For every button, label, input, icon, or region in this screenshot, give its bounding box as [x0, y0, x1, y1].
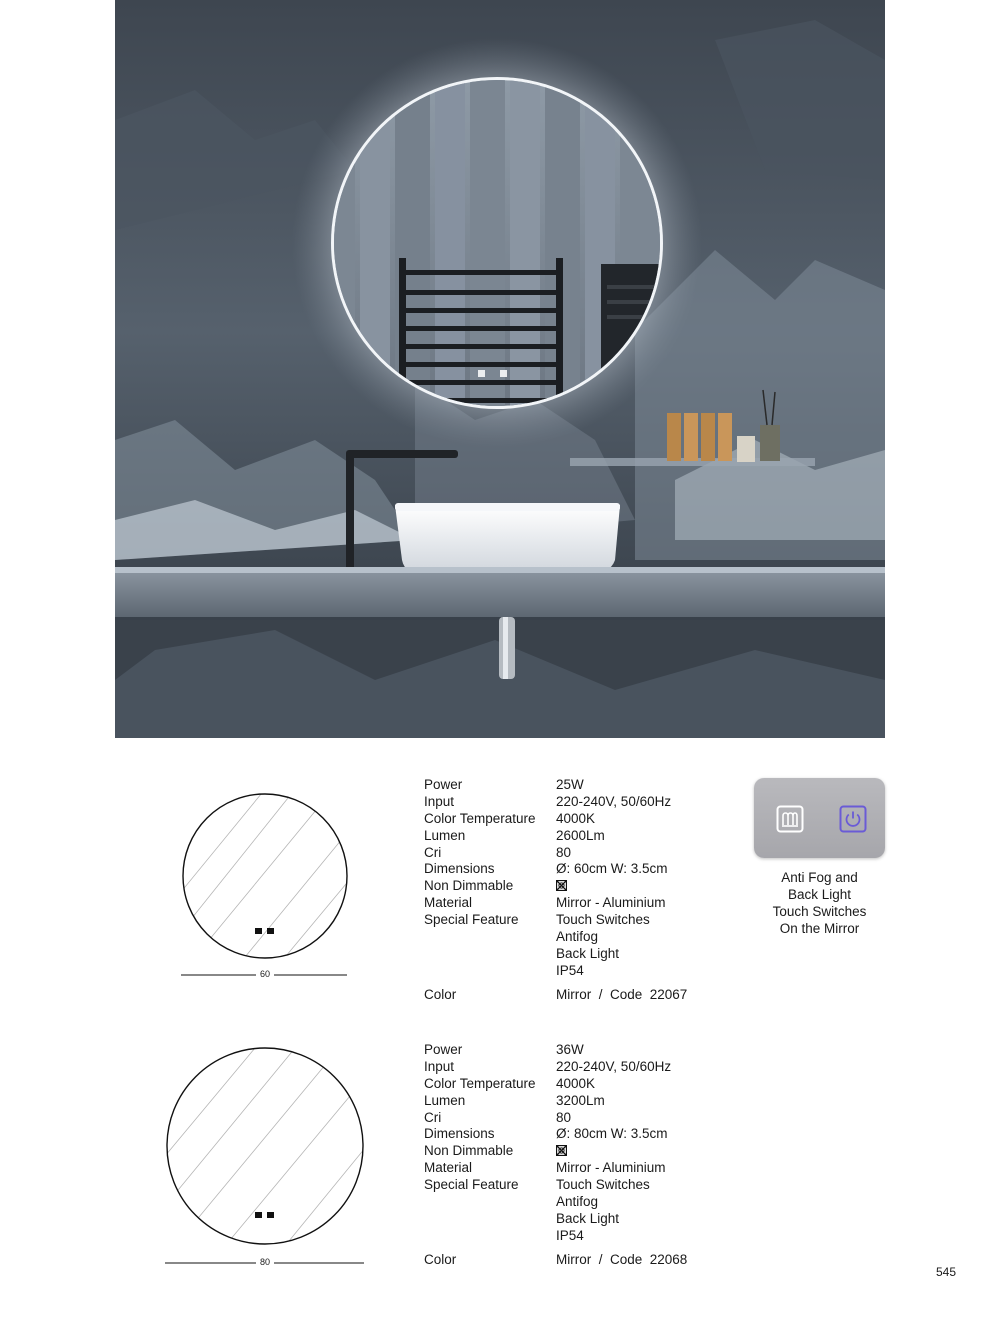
dimension-label-60: 60 — [259, 969, 270, 979]
caption-line: Touch Switches — [772, 904, 867, 919]
power-icon — [839, 805, 867, 833]
hero-photo — [115, 0, 885, 738]
product-drawing-60 — [176, 788, 351, 988]
caption-line: Anti Fog and — [781, 870, 858, 885]
page-number: 545 — [936, 1265, 957, 1279]
caption-line: On the Mirror — [779, 921, 860, 936]
touch-switch-panel — [754, 778, 885, 858]
touch-panel-caption — [745, 869, 894, 937]
non-dimmable-icon — [556, 880, 567, 891]
antifog-icon — [776, 805, 804, 833]
non-dimmable-icon — [556, 1145, 567, 1156]
product-drawing-80 — [160, 1042, 370, 1270]
caption-line: Back Light — [787, 887, 852, 902]
dimension-label-80: 80 — [259, 1257, 270, 1267]
